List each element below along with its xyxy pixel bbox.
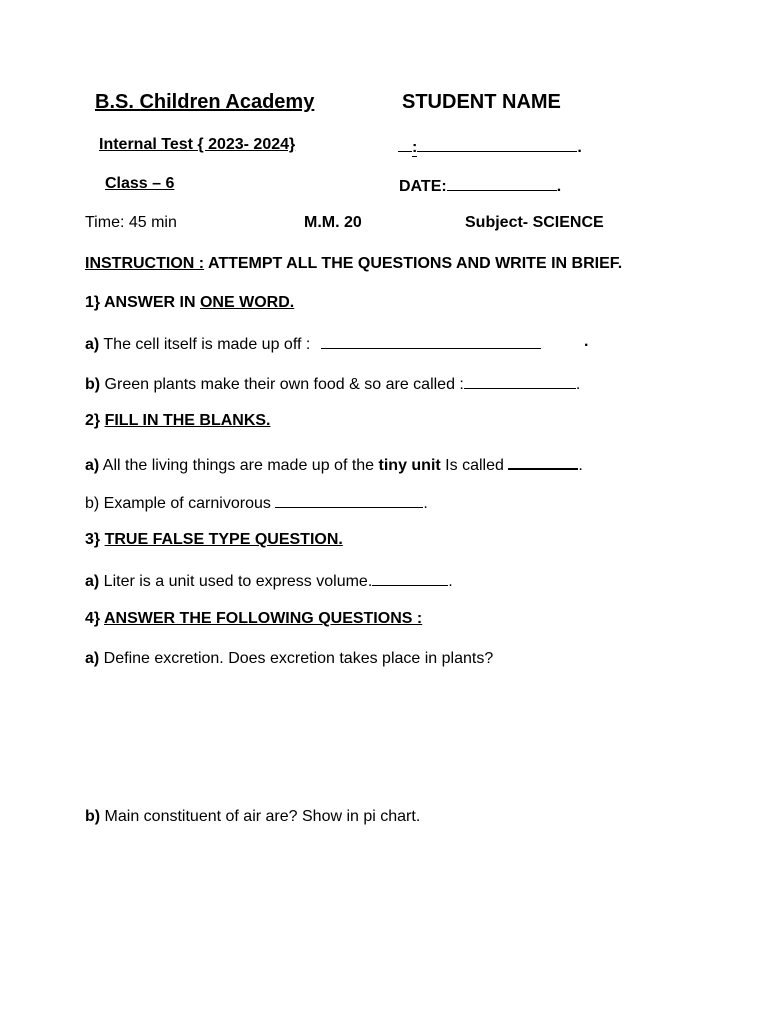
question-4b bbox=[85, 807, 420, 827]
question-2a-text-post: Is called bbox=[440, 457, 509, 474]
answer-blank-1b bbox=[464, 372, 576, 389]
question-3a-end: . bbox=[448, 573, 453, 590]
question-2a bbox=[85, 452, 583, 476]
question-1a bbox=[85, 332, 541, 355]
question-2a-end: . bbox=[578, 457, 583, 474]
max-marks: M.M. 20 bbox=[304, 214, 362, 231]
question-4b-text: Main constituent of air are? Show in pi chart. bbox=[100, 808, 421, 825]
section-3-title: TRUE FALSE TYPE QUESTION. bbox=[104, 531, 343, 548]
subject: Subject- SCIENCE bbox=[465, 214, 604, 231]
question-2a-text-pre: All the living things are made up of the bbox=[99, 457, 379, 474]
question-1b-text: Green plants make their own food & so are called : bbox=[100, 376, 464, 393]
question-1b bbox=[85, 372, 580, 395]
question-3a-text: Liter is a unit used to express volume. bbox=[99, 573, 373, 590]
school-name: B.S. Children Academy bbox=[95, 91, 315, 113]
section-1-prefix: ANSWER IN bbox=[100, 294, 200, 311]
date-line bbox=[399, 174, 561, 197]
date-blank bbox=[447, 174, 557, 191]
section-2-number: 2} bbox=[85, 412, 101, 429]
answer-blank-1a bbox=[321, 332, 541, 349]
name-end: . bbox=[577, 139, 582, 156]
section-3-heading bbox=[85, 530, 343, 550]
question-2a-text-bold: tiny unit bbox=[378, 457, 441, 474]
question-2b-end: . bbox=[423, 495, 428, 512]
question-1a-label: a) bbox=[85, 336, 100, 353]
question-3a-label: a) bbox=[85, 573, 100, 590]
test-name: Internal Test { 2023- 2024} bbox=[99, 136, 296, 153]
section-4-title: ANSWER THE FOLLOWING QUESTIONS : bbox=[103, 610, 423, 627]
question-2b bbox=[85, 491, 428, 514]
instruction-label: INSTRUCTION : bbox=[85, 255, 205, 272]
question-4b-label: b) bbox=[85, 808, 101, 825]
question-1b-end: . bbox=[575, 376, 581, 393]
name-blank bbox=[417, 135, 577, 152]
question-2a-label: a) bbox=[85, 457, 100, 474]
question-2b-text: b) Example of carnivorous bbox=[85, 495, 276, 512]
question-1a-text: The cell itself is made up off : bbox=[99, 336, 311, 353]
question-4a bbox=[85, 649, 493, 669]
section-1-title: ONE WORD. bbox=[199, 294, 295, 311]
question-4a-label: a) bbox=[85, 650, 100, 667]
section-1-heading bbox=[85, 293, 294, 313]
date-end: . bbox=[556, 178, 562, 195]
section-2-title: FILL IN THE BLANKS. bbox=[104, 412, 271, 429]
name-blank-lead bbox=[398, 135, 412, 152]
section-4-heading bbox=[85, 609, 422, 629]
date-label: DATE: bbox=[399, 178, 447, 195]
question-4a-text: Define excretion. Does excretion takes place in plants? bbox=[99, 650, 494, 667]
student-name-line bbox=[398, 135, 582, 158]
answer-blank-2b bbox=[275, 491, 423, 508]
section-1-number: 1} bbox=[85, 294, 101, 311]
question-3a bbox=[85, 569, 453, 592]
name-colon: : bbox=[412, 139, 418, 156]
question-1a-end: . bbox=[584, 333, 589, 350]
section-3-number: 3} bbox=[85, 531, 101, 548]
instruction-text: ATTEMPT ALL THE QUESTIONS AND WRITE IN BRIEF. bbox=[204, 255, 623, 272]
student-name-label: STUDENT NAME bbox=[402, 91, 561, 113]
class-label: Class – 6 bbox=[105, 175, 175, 192]
section-2-heading bbox=[85, 411, 271, 431]
time-allowed: Time: 45 min bbox=[85, 214, 177, 231]
answer-blank-2a bbox=[508, 452, 578, 470]
answer-blank-3a bbox=[372, 569, 448, 586]
instruction bbox=[85, 254, 622, 274]
section-4-number: 4} bbox=[85, 610, 101, 627]
question-1b-label: b) bbox=[85, 376, 101, 393]
